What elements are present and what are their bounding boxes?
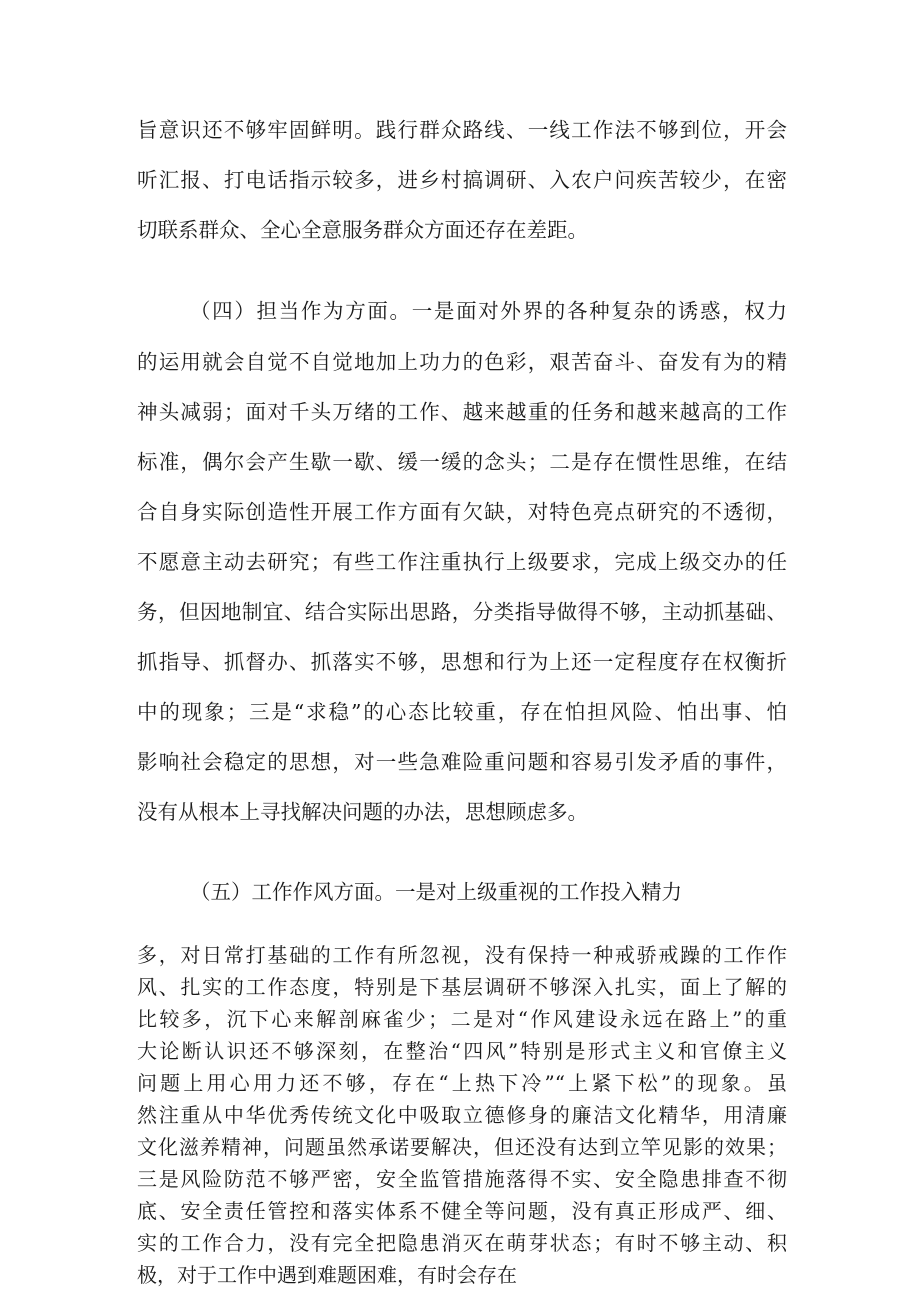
text-line: 实的工作合力，没有完全把隐患消灭在萌芽状态；有时不够主动、积 — [137, 1231, 787, 1255]
text-line: 文化滋养精神，问题虽然承诺要解决，但还没有达到立竿见影的效果； — [137, 1135, 787, 1159]
text-line: 标准，偶尔会产生歇一歇、缓一缓的念头；二是存在惯性思维，在结 — [137, 450, 787, 474]
text-line: 听汇报、打电话指示较多，进乡村搞调研、入农户问疾苦较少，在密 — [137, 168, 787, 192]
text-line: 务，但因地制宜、结合实际出思路，分类指导做得不够，主动抓基础、 — [137, 600, 787, 624]
text-line: 抓指导、抓督办、抓落实不够，思想和行为上还一定程度存在权衡折 — [137, 650, 787, 674]
text-line: 神头减弱；面对千头万绪的工作、越来越重的任务和越来越高的工作 — [137, 400, 787, 424]
text-line: 中的现象；三是“求稳”的心态比较重，存在怕担风险、怕出事、怕 — [137, 700, 787, 724]
section-five-heading-line: （五）工作作风方面。一是对上级重视的工作投入精力 — [190, 880, 682, 904]
text-line: 问题上用心用力还不够，存在“上热下冷”“上紧下松”的现象。虽 — [137, 1071, 787, 1095]
section-four-heading-line: （四）担当作为方面。一是面对外界的各种复杂的诱惑，权力 — [190, 299, 787, 323]
text-line: 不愿意主动去研究；有些工作注重执行上级要求，完成上级交办的任 — [137, 550, 787, 574]
text-line: 的运用就会自觉不自觉地加上功力的色彩，艰苦奋斗、奋发有为的精 — [137, 350, 787, 374]
text-line: 切联系群众、全心全意服务群众方面还存在差距。 — [137, 218, 588, 242]
text-line: 风、扎实的工作态度，特别是下基层调研不够深入扎实，面上了解的 — [137, 975, 787, 999]
text-line: 极，对于工作中遇到难题困难，有时会存在 — [137, 1263, 517, 1287]
text-line: 三是风险防范不够严密，安全监管措施落得不实、安全隐患排查不彻 — [137, 1167, 787, 1191]
text-line: 合自身实际创造性开展工作方面有欠缺，对特色亮点研究的不透彻， — [137, 500, 787, 524]
text-line: 影响社会稳定的思想，对一些急难险重问题和容易引发矛盾的事件， — [137, 750, 787, 774]
text-line: 没有从根本上寻找解决问题的办法，思想顾虑多。 — [137, 800, 588, 824]
text-line: 大论断认识还不够深刻，在整治“四风”特别是形式主义和官僚主义 — [137, 1039, 787, 1063]
text-line: 多，对日常打基础的工作有所忽视，没有保持一种戒骄戒躁的工作作 — [137, 943, 787, 967]
text-line: 然注重从中华优秀传统文化中吸取立德修身的廉洁文化精华，用清廉 — [137, 1103, 787, 1127]
text-line: 底、安全责任管控和落实体系不健全等问题，没有真正形成严、细、 — [137, 1199, 787, 1223]
text-line: 比较多，沉下心来解剖麻雀少；二是对“作风建设永远在路上”的重 — [137, 1007, 787, 1031]
text-line: 旨意识还不够牢固鲜明。践行群众路线、一线工作法不够到位，开会 — [137, 118, 787, 142]
